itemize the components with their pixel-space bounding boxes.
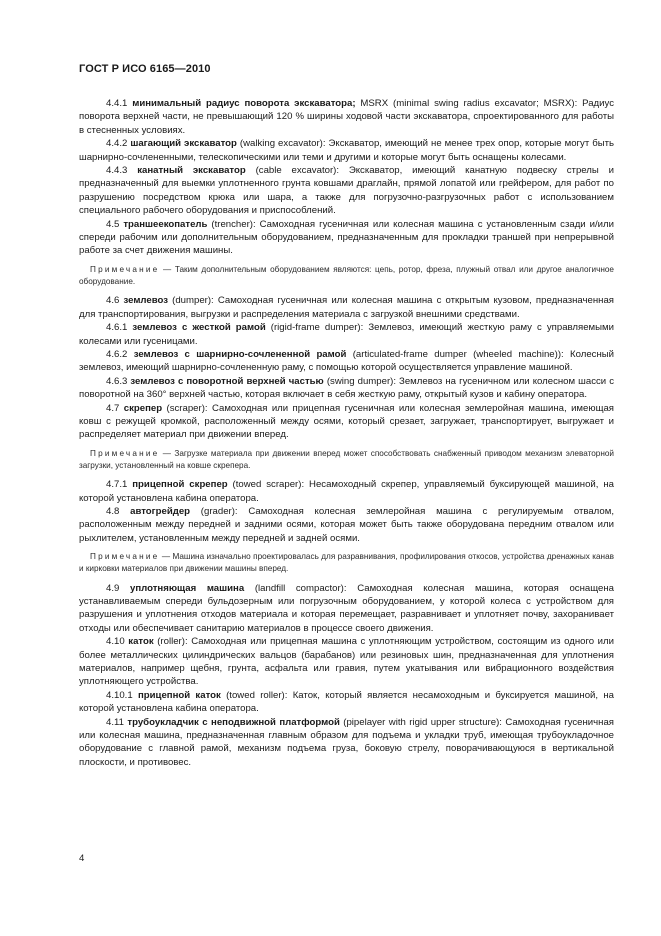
definition-text: (walking excavator): Экскаватор, имеющий не менее трех опор, которые могут быть шарнирно-сочлененными, телескопическими или теми и другими и которые могут быть оснащены колесами. — [79, 138, 614, 163]
term: траншеекопатель — [123, 218, 208, 230]
clause-number: 4.6.1 — [106, 322, 128, 334]
term: скрепер — [123, 402, 163, 414]
term: шагающий экскаватор — [130, 138, 237, 150]
definition-paragraph — [79, 321, 614, 348]
definition-paragraph — [79, 582, 614, 636]
definition-text: (grader): Самоходная колесная землеройная машина с регулируемым отвалом, расположенным между передней и задними осями, которая может быть также оборудована передним отвалом или рыхлителем, установленным между передней и задней осями. — [79, 505, 614, 544]
clause-number: 4.7 — [106, 402, 120, 414]
clause-number: 4.8 — [106, 505, 120, 517]
term: минимальный радиус поворота экскаватора; — [132, 98, 356, 109]
clause-number: 4.4.3 — [106, 165, 128, 177]
note-label: Примечание — [90, 264, 160, 274]
note-label: Примечание — [90, 448, 160, 458]
clause-number: 4.6.3 — [106, 375, 128, 387]
definition-text: (towed scraper): Несамоходный скрепер, управляемый буксирующей машиной, на которой установлена кабина оператора. — [79, 479, 615, 504]
definition-paragraph — [79, 402, 614, 442]
term: трубоукладчик с неподвижной платформой — [127, 716, 340, 728]
note-text: Таким дополнительным оборудованием являются: цепь, ротор, фреза, плужный отвал или другое аналогичное оборудование. — [79, 264, 614, 287]
clause-number: 4.4.2 — [106, 138, 128, 150]
clause-number: 4.7.1 — [106, 479, 128, 491]
definition-paragraph — [79, 218, 614, 258]
term: землевоз с поворотной верхней частью — [130, 375, 324, 387]
term: автогрейдер — [130, 505, 191, 517]
page-header-title: ГОСТ Р ИСО 6165—2010 — [79, 63, 211, 75]
clause-number: 4.5 — [106, 218, 120, 230]
definition-text: (landfill compactor): Самоходная колесная машина, которая оснащена устанавливаемым спереди бульдозерным или погрузочным оборудованием, у которой колеса с устройством для разрушения и уплотнения отходов материала и которая перемещает, разравнивает и уплотняет почву, захоранивает отходы или обеспечивает санитарию материалов в процессе своего движения. — [79, 582, 614, 634]
definition-text: (roller): Самоходная или прицепная машина с уплотняющим устройством, состоящим из одного или более металлических цилиндрических вальцов (барабанов) или резиновых шин, предназначенная для уплотнения материалов, например щебня, грунта, асфальта или гравия, путем укатывания или вибрационного воздействия уплотняющего устройства. — [79, 636, 614, 688]
term: землевоз — [123, 295, 168, 307]
note-text: Машина изначально проектировалась для разравнивания, профилирования откосов, устройства дренажных канав и кирковки материалов при движении машины вперед. — [79, 552, 614, 574]
term: землевоз с жесткой рамой — [132, 322, 266, 334]
definition-paragraph — [79, 164, 614, 218]
term: прицепной каток — [138, 689, 221, 701]
note-paragraph: Примечание — Загрузке материала при движении вперед может способствовать снабженный приводом механизм элеваторной загрузки, установленный на ковше скрепера. — [79, 448, 614, 470]
definition-paragraph — [79, 478, 614, 505]
definition-paragraph — [79, 348, 614, 375]
note-paragraph: Примечание — Машина изначально проектировалась для разравнивания, профилирования откосов, устройства дренажных канав и кирковки материалов при движении машины вперед. — [79, 552, 614, 574]
definition-text: (trencher): Самоходная гусеничная или колесная машина с установленным сзади и/или спереди рабочим или дополнительным оборудованием, предназначенным для прокладки траншей при непрерывной работе за счет движения машины. — [79, 218, 614, 257]
definition-text: (cable excavator): Экскаватор, имеющий канатную подвеску стрелы и предназначенный для выемки уплотненного грунта ковшами драглайн, прямой лопатой или грейфером, для работ по разрушению посредством крюка или шара, а также для погрузочно-разгрузочных работ с использованием специального рабочего оборудования и приспособлений. — [79, 165, 614, 217]
definition-paragraph — [79, 97, 614, 137]
definition-text: (dumper): Самоходная гусеничная или колесная машина с открытым кузовом, предназначенная для транспортирования, выгрузки и распределения материала с загрузкой внешними средствами. — [79, 295, 614, 320]
definition-text: (scraper): Самоходная или прицепная гусеничная или колесная землеройная машина, имеющая ковш с режущей кромкой, расположенный между осями, который срезает, загружает, транспортирует, выгружает и распределяет материал при движении вперед. — [79, 402, 614, 441]
term: канатный экскаватор — [137, 165, 246, 177]
page-number: 4 — [79, 853, 85, 864]
definition-paragraph — [79, 689, 614, 716]
clause-number: 4.4.1 — [106, 98, 128, 109]
term: уплотняющая машина — [130, 582, 245, 594]
definition-paragraph — [79, 635, 614, 689]
definition-paragraph — [79, 716, 614, 770]
definition-text: (swing dumper): Землевоз на гусеничном или колесном шасси с поворотной на 360° верхней частью, которая включает в себя жесткую раму, открытый кузов и кабину оператора. — [79, 375, 615, 401]
definition-text: (towed roller): Каток, который является несамоходным и буксируется машиной, на которой установлена кабина оператора. — [79, 689, 614, 715]
definition-paragraph — [79, 294, 614, 321]
definition-text: (articulated-frame dumper (wheeled machine)): Колесный землевоз, имеющий шарнирно-сочлененную раму, с помощью которой осуществляется управление машиной. — [79, 348, 615, 374]
term: землевоз с шарнирно-сочлененной рамой — [133, 348, 347, 360]
definition-text: (pipelayer with rigid upper structure): Самоходная гусеничная или колесная машина, предназначенная главным образом для подъема и укладки труб, имеющая трубоукладочное оборудование с главной рамой, механизм подъема груза, боковую стрелу, поворачивающуюся в вертикальной плоскости, и противовес. — [79, 716, 614, 768]
clause-number: 4.6.2 — [106, 348, 128, 360]
definition-paragraph — [79, 137, 614, 164]
clause-number: 4.10.1 — [106, 689, 133, 701]
clause-number: 4.10 — [106, 636, 125, 648]
definition-text: (rigid-frame dumper): Землевоз, имеющий жесткую раму с управляемыми колесами или гусеницами. — [79, 322, 614, 347]
note-text: Загрузке материала при движении вперед может способствовать снабженный приводом механизм элеваторной загрузки, установленный на ковше скрепера. — [79, 448, 614, 470]
term: каток — [128, 636, 154, 648]
term: прицепной скрепер — [132, 479, 228, 491]
definition-paragraph — [79, 375, 614, 402]
note-paragraph: Примечание — Таким дополнительным оборудованием являются: цепь, ротор, фреза, плужный отвал или другое аналогичное оборудование. — [79, 264, 614, 287]
definition-paragraph — [79, 505, 614, 545]
note-label: Примечание — [90, 552, 160, 562]
definition-text: MSRX (minimal swing radius excavator; MSRX): Радиус поворота верхней части, не превышающий 120 % ширины ходовой части экскаватора, спроектированного для работы в стесненных условиях. — [79, 98, 614, 136]
clause-number: 4.9 — [106, 582, 120, 594]
document-body — [79, 97, 614, 769]
clause-number: 4.6 — [106, 295, 120, 307]
clause-number: 4.11 — [106, 716, 124, 728]
